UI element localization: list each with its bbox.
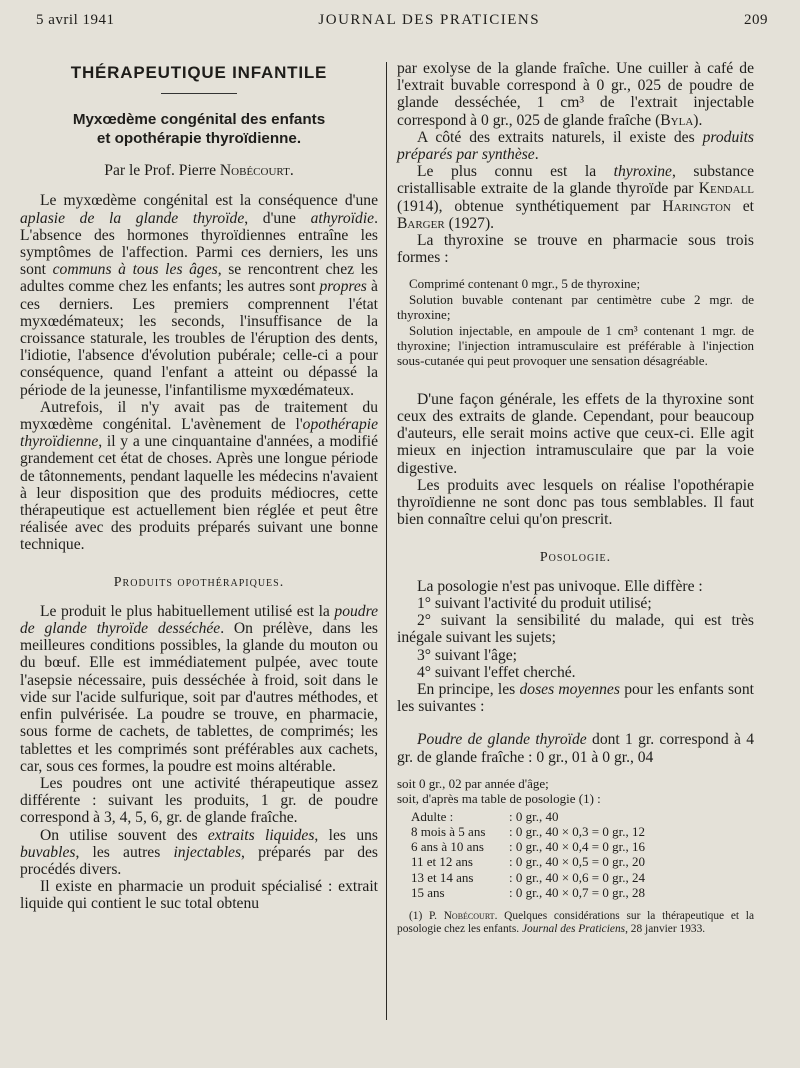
byline-prefix: Par le Prof. Pierre (104, 162, 217, 180)
article-title-line2: et opothérapie thyroïdienne. (96, 130, 302, 148)
text-run: , se rencontrent chez les adultes comme chez les enfants; les autres sont (20, 261, 378, 296)
text-run: A côté des extraits naturels, il existe des (417, 128, 703, 146)
text-run-italic: Poudre de glande thyroïde (417, 731, 587, 749)
text-run-italic: doses moyennes (519, 680, 620, 698)
dose-age: 6 ans à 10 ans (411, 839, 484, 855)
table-row (411, 885, 754, 900)
table-row (411, 839, 754, 854)
byline (20, 162, 378, 179)
subheading-posologie: Posologie. (539, 549, 612, 565)
article-title-line1: Myxœdème congénital des enfants (72, 111, 326, 129)
list-item: 3° suivant l'âge; (417, 646, 517, 664)
text-run-italic: buvables (20, 843, 76, 861)
text-run-italic: communs à tous les âges (52, 261, 218, 279)
list-item: 2° suivant la sensibilité du malade, qui est très inégale suivant les sujets; (397, 612, 754, 647)
dose-value: : 0 gr., 40 × 0,4 = 0 gr., 16 (509, 839, 645, 855)
left-column (20, 60, 378, 913)
text-run: Le produit le plus habituellement utilisé est la (40, 602, 335, 620)
text-run: . L'absence des hormones thyroïdiennes entraîne les symptômes de l'affection. Parmi ces derniers, les uns sont (20, 209, 378, 279)
paragraph: soit, d'après ma table de posologie (1) : (397, 791, 601, 807)
text-run-italic: thyroxine (613, 163, 672, 181)
paragraph (20, 827, 378, 879)
text-run: Autrefois, il n'y avait pas de traitement du myxœdème congénital. L'avènement de l' (20, 398, 378, 434)
text-run: à ces derniers. Les premiers comprennent l'état myxœdémateux; les seconds, l'insuffisance de la croissance staturale, les troubles de l'éruption des dents, l'idiotie, l'absence d'évolution pubérale; celle-ci a pour conséquence, quand l'enfant a atteint ou dépassé la période de la jeunesse, l'infantilisme myxœdémateux. (20, 278, 378, 399)
text-run: pour les enfants sont les suivantes : (397, 680, 754, 716)
text-run: , 28 janvier 1933. (625, 922, 706, 935)
paragraph: Il existe en pharmacie un produit spécialisé : extrait liquide qui contient le suc total obtenu (20, 878, 378, 913)
text-run: . On prélève, dans les meilleures conditions possibles, la glande du mouton ou du bœuf. Elle est immédiatement pulpée, avec toute l'asepsie nécessaire, puis desséchée à froid, soit dans le vide sur l'acide sulfurique, soit par d'autres méthodes, et enfin pulvérisée. La poudre se trouve, en pharmacie, sous forme de cachets, de tablettes, de comprimés; les tablettes et les comprimés sont préférables aux cachets, car, sous ces formes, la poudre est moins altérable. (20, 620, 378, 775)
text-run-italic: aplasie de la glande thyroïde (20, 209, 245, 227)
paragraph: La thyroxine se trouve en pharmacie sous trois formes : (397, 232, 754, 267)
text-run-smallcaps: Harington (662, 197, 731, 215)
paragraph (397, 681, 754, 715)
text-run: , les autres (75, 843, 174, 861)
text-run: En principe, les (417, 680, 520, 698)
footnote (397, 910, 754, 935)
dose-age: 15 ans (411, 885, 445, 901)
paragraph (397, 731, 754, 765)
text-run: . Quelques considérations sur la thérapeutique et la posologie chez les enfants. (397, 910, 755, 935)
text-run-italic: opothérapie thyroïdienne (20, 416, 378, 451)
text-run: , les uns (314, 826, 378, 844)
dose-age: Adulte : (411, 808, 454, 824)
paragraph (20, 192, 378, 398)
table-row (411, 809, 754, 824)
text-run-italic: athyroïdie (310, 209, 375, 227)
dose-age: 13 et 14 ans (411, 869, 474, 885)
form-item: Comprimé contenant 0 mgr., 5 de thyroxine; (409, 276, 641, 292)
section-rule (161, 93, 237, 94)
text-run: Le plus connu est la (417, 163, 614, 181)
text-run-smallcaps: Kendall (698, 180, 754, 198)
right-column (397, 60, 754, 936)
dose-value: : 0 gr., 40 (509, 808, 559, 824)
text-run: , d'une (244, 209, 311, 227)
form-item: Solution buvable contenant par centimètre cube 2 mgr. de thyroxine; (397, 291, 754, 323)
paragraph (397, 163, 754, 232)
paragraph: Les poudres ont une activité thérapeutique assez différente : suivant les produits, 1 gr. de poudre correspond à 3, 4, 5, 6, gr. de glande fraîche. (20, 774, 378, 827)
dose-age: 11 et 12 ans (411, 854, 473, 870)
text-run: , il y a une cinquantaine d'années, a modifié grandement cet état de choses. Après une longue période de tâtonnements, pendant laquelle les médecins n'avaient à leur disposition que des produits médiocres, cette thérapeutique est actuellement bien réglée et peut être réalisée avec des produits préparés suivant une bonne technique. (20, 433, 378, 554)
text-run: (1927). (444, 214, 495, 232)
table-row (411, 824, 754, 839)
text-run: par exolyse de la glande fraîche. Une cuiller à café de l'extrait buvable correspond à 0 gr., 025 de poudre de glande desséchée, 1 cm³ de l'extrait injectable correspond à 0 gr., 025 de glande fraîche ( (397, 60, 754, 129)
issue-date: 5 avril 1941 (36, 11, 115, 28)
column-divider (386, 62, 387, 1020)
running-header (0, 0, 800, 40)
form-item: Solution injectable, en ampoule de 1 cm³ contenant 1 mgr. de thyroxine; l'injection intramusculaire est préférable à l'injection sous-cutanée qui peut provoquer une sensation désagréable. (397, 322, 754, 369)
list-item: 1° suivant l'activité du produit utilisé; (417, 594, 652, 612)
text-run: , substance cristallisable extraite de la glande thyroïde par (397, 163, 754, 198)
table-row (411, 870, 754, 885)
text-run: , préparés par des procédés divers. (20, 843, 379, 878)
journal-title: JOURNAL DES PRATICIENS (318, 11, 541, 28)
paragraph: Les produits avec lesquels on réalise l'opothérapie thyroïdienne ne sont donc pas tous semblables. Il faut bien connaître celui qu'on prescrit. (397, 476, 754, 529)
text-run: . (534, 146, 539, 164)
text-run: dont 1 gr. correspond à 4 gr. de glande fraîche : 0 gr., 01 à 0 gr., 04 (397, 731, 754, 766)
text-run: (1914), obtenue synthétiquement par (397, 197, 663, 215)
dose-value: : 0 gr., 40 × 0,5 = 0 gr., 20 (509, 854, 645, 870)
table-row (411, 854, 754, 869)
page-number: 209 (743, 11, 768, 28)
text-run-italic: poudre de glande thyroïde desséchée (20, 602, 378, 638)
text-run: On utilise souvent des (40, 826, 208, 844)
text-run-italic: produits préparés par synthèse (397, 128, 754, 164)
paragraph: La posologie n'est pas univoque. Elle diffère : (417, 577, 703, 595)
text-run-smallcaps: Barger (397, 214, 445, 232)
paragraph: D'une façon générale, les effets de la thyroxine sont ceux des extraits de glande. Cependant, pour beaucoup d'auteurs, elle serait moins active que ceux-ci. Elle agit mieux en injection intramusculaire que par la voie digestive. (397, 390, 754, 477)
text-run-italic: Journal des Praticiens (521, 922, 626, 935)
dose-table (411, 809, 754, 901)
article-title (20, 110, 378, 148)
dose-value: : 0 gr., 40 × 0,3 = 0 gr., 12 (509, 823, 645, 839)
text-run: ). (693, 111, 703, 129)
paragraph (20, 399, 378, 554)
author-name: Nobécourt (219, 162, 290, 180)
text-run-italic: propres (319, 278, 367, 296)
text-run-italic: extraits liquides (207, 826, 315, 844)
paragraph: soit 0 gr., 02 par année d'âge; (397, 775, 549, 791)
text-run-smallcaps: Byla (660, 111, 694, 129)
dose-value: : 0 gr., 40 × 0,7 = 0 gr., 28 (509, 885, 645, 901)
dose-value: : 0 gr., 40 × 0,6 = 0 gr., 24 (509, 869, 645, 885)
text-run: et (730, 197, 754, 215)
byline-suffix: . (289, 162, 294, 180)
section-title: THÉRAPEUTIQUE INFANTILE (70, 63, 328, 82)
text-run-smallcaps: Nobécourt (443, 910, 495, 923)
dose-age: 8 mois à 5 ans (411, 823, 486, 839)
subheading-produits: Produits opothérapiques. (113, 574, 285, 590)
paragraph (397, 60, 754, 129)
list-item: 4° suivant l'effet cherché. (417, 663, 576, 681)
paragraph (20, 603, 378, 775)
text-run-italic: injectables (173, 843, 242, 861)
paragraph (397, 129, 754, 163)
text-run: Le myxœdème congénital est la conséquence d'une (40, 192, 378, 210)
text-run: (1) P. (409, 910, 444, 923)
